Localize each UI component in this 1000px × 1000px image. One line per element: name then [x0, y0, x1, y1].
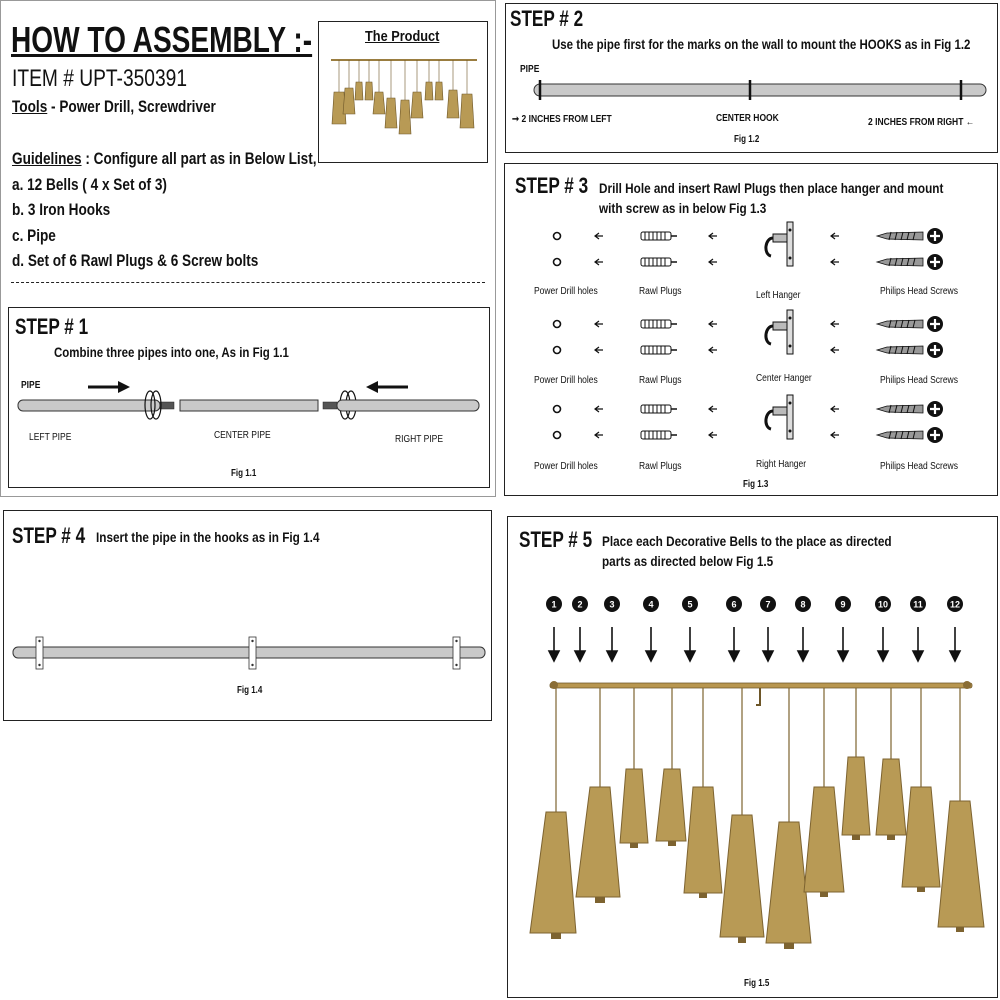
right-mark-text: 2 INCHES FROM RIGHT — [868, 117, 964, 128]
product-image — [327, 52, 481, 157]
fig-1-2-caption: Fig 1.2 — [734, 134, 760, 145]
step4-figure — [10, 633, 488, 673]
step5-text-2: parts as directed below Fig 1.5 — [602, 553, 774, 569]
step4-panel — [3, 510, 492, 721]
tools-label: Tools — [12, 97, 48, 116]
right-mark-label — [868, 117, 974, 128]
guidelines-label: Guidelines — [12, 149, 82, 168]
step3-figure — [505, 219, 997, 449]
product-title: The Product — [365, 28, 440, 45]
hanger-label: Left Hanger — [756, 290, 801, 301]
step3-panel — [504, 163, 998, 496]
hanger-label: Center Hanger — [756, 373, 812, 384]
svg-text:5: 5 — [687, 599, 693, 610]
guidelines-text: : Configure all part as in Below List, — [81, 149, 317, 168]
drill-label: Power Drill holes — [534, 461, 598, 472]
arrow-left-icon: ← — [963, 117, 975, 128]
fig-1-3-caption: Fig 1.3 — [743, 479, 769, 490]
right-pipe-label: RIGHT PIPE — [395, 434, 444, 445]
screws-label: Philips Head Screws — [880, 461, 958, 472]
dashed-divider — [11, 282, 485, 283]
center-mark-label: CENTER HOOK — [716, 113, 779, 124]
fig-1-4-caption: Fig 1.4 — [237, 685, 263, 696]
part-item: c. Pipe — [12, 226, 56, 245]
svg-text:8: 8 — [800, 599, 806, 610]
step1-text: Combine three pipes into one, As in Fig 1.1 — [54, 344, 289, 360]
plugs-label: Rawl Plugs — [639, 375, 682, 386]
bell-number-8 — [795, 596, 811, 612]
step1-figure — [13, 376, 487, 436]
step1-box — [8, 307, 490, 488]
step4-title: STEP # 4 — [12, 523, 86, 548]
step5-text-1: Place each Decorative Bells to the place as directed — [602, 533, 892, 549]
left-mark-label — [512, 114, 612, 125]
fig-1-5-caption: Fig 1.5 — [744, 978, 770, 989]
fig-1-1-caption: Fig 1.1 — [231, 468, 257, 479]
svg-text:4: 4 — [648, 599, 654, 610]
step3-title: STEP # 3 — [515, 173, 589, 198]
bell-number-12 — [947, 596, 963, 612]
plugs-label: Rawl Plugs — [639, 461, 682, 472]
left-pipe-label: LEFT PIPE — [29, 432, 72, 443]
step2-panel — [505, 3, 998, 153]
step5-panel — [507, 516, 998, 998]
svg-text:10: 10 — [877, 599, 889, 610]
step3-text-1: Drill Hole and insert Rawl Plugs then place hanger and mount — [599, 180, 944, 196]
arrow-right-icon: ➞ — [512, 114, 522, 125]
hanger-label: Right Hanger — [756, 459, 807, 470]
bell-number-11 — [910, 596, 926, 612]
step4-text: Insert the pipe in the hooks as in Fig 1.4 — [96, 529, 320, 545]
intro-panel — [0, 0, 496, 497]
svg-text:9: 9 — [840, 599, 846, 610]
item-number: ITEM # UPT-350391 — [12, 65, 188, 92]
left-mark-text: 2 INCHES FROM LEFT — [521, 114, 612, 125]
svg-text:1: 1 — [551, 599, 557, 610]
drill-label: Power Drill holes — [534, 286, 598, 297]
part-item: b. 3 Iron Hooks — [12, 200, 111, 219]
svg-text:11: 11 — [913, 599, 923, 610]
svg-text:6: 6 — [731, 599, 737, 610]
step5-title: STEP # 5 — [519, 527, 593, 552]
step1-pipe-label: PIPE — [21, 380, 41, 391]
svg-text:2: 2 — [577, 599, 583, 610]
bell-number-10 — [875, 596, 891, 612]
screws-label: Philips Head Screws — [880, 375, 958, 386]
step1-title: STEP # 1 — [15, 314, 89, 339]
step2-pipe-label: PIPE — [520, 64, 540, 75]
part-item: d. Set of 6 Rawl Plugs & 6 Screw bolts — [12, 251, 259, 270]
step3-text-2: with screw as in below Fig 1.3 — [599, 200, 767, 216]
svg-text:7: 7 — [765, 599, 771, 610]
bell-number-3 — [604, 596, 620, 612]
center-pipe-label: CENTER PIPE — [214, 430, 271, 441]
bell-number-7 — [760, 596, 776, 612]
bell-number-4 — [643, 596, 659, 612]
bell-number-2 — [572, 596, 588, 612]
screws-label: Philips Head Screws — [880, 286, 958, 297]
bell-number-6 — [726, 596, 742, 612]
step5-figure — [508, 587, 997, 967]
tools-text: - Power Drill, Screwdriver — [47, 97, 216, 116]
assembly-title: HOW TO ASSEMBLY :- — [11, 19, 313, 60]
bell-number-9 — [835, 596, 851, 612]
svg-text:12: 12 — [949, 599, 961, 610]
product-box — [318, 21, 488, 163]
step2-title: STEP # 2 — [510, 6, 584, 31]
tools-line — [12, 97, 216, 117]
part-item: a. 12 Bells ( 4 x Set of 3) — [12, 175, 167, 194]
drill-label: Power Drill holes — [534, 375, 598, 386]
step2-text: Use the pipe first for the marks on the wall to mount the HOOKS as in Fig 1.2 — [552, 36, 971, 52]
bell-number-1 — [546, 596, 562, 612]
plugs-label: Rawl Plugs — [639, 286, 682, 297]
step2-figure — [514, 78, 992, 104]
bell-number-5 — [682, 596, 698, 612]
guidelines-line — [12, 149, 317, 169]
svg-text:3: 3 — [609, 599, 615, 610]
